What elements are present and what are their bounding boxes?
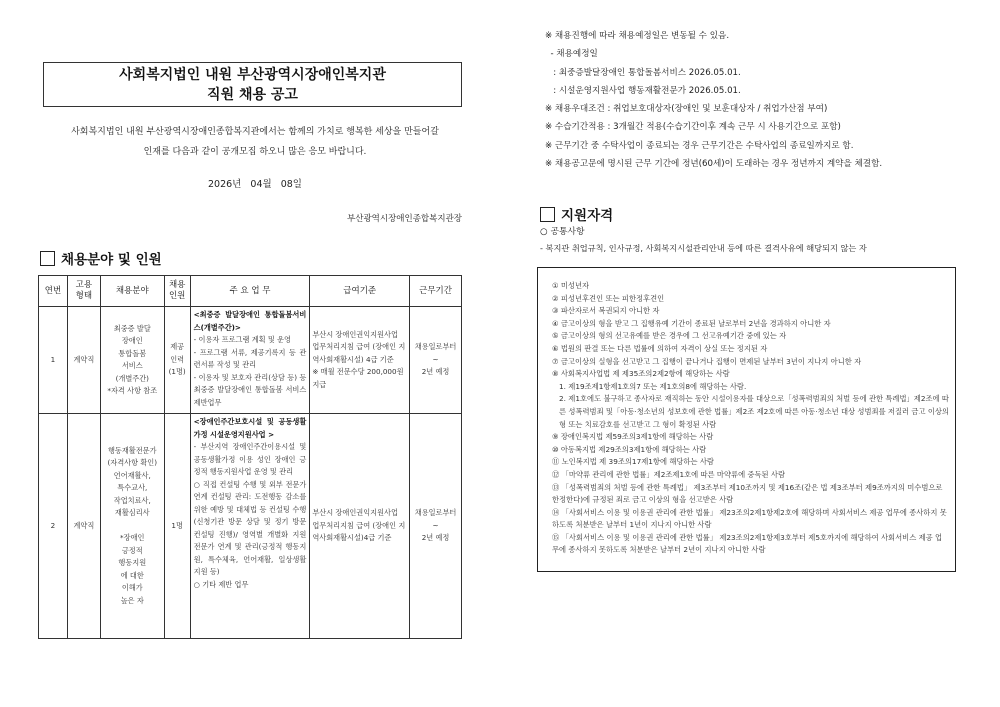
section-heading-qualifications (540, 204, 613, 224)
note-line: - 채용예정일 (545, 49, 598, 60)
disqualification-item: ⑦ 금고이상의 실형을 선고받고 그 집행이 끝나거나 집행이 면제된 날부터 3년이 지나지 아니한 자 (552, 356, 862, 366)
positions-table (38, 275, 462, 639)
section-heading-positions (40, 248, 162, 268)
disqualification-item: ① 미성년자 (552, 281, 590, 290)
note-line: : 최중증발달장애인 통합돌봄서비스 2026.05.01. (545, 67, 741, 78)
cell-no: 1 (39, 307, 68, 414)
column-header: 주 요 업 무 (190, 276, 310, 307)
common-heading: ○ 공통사항 (540, 227, 585, 237)
disqualification-item: 1. 제19조제1항제1호의7 또는 제1호의8에 해당하는 사람. (559, 381, 747, 391)
section2-label: 지원자격 (561, 208, 614, 224)
column-header: 채용분야 (100, 276, 164, 307)
note-line: ※ 채용우대조건 : 취업보호대상자(장애인 및 보훈대상자 / 취업가산점 부여) (545, 104, 828, 115)
duty-title: <장애인주간보호시설 및 공동생활가정 시설운영지원사업 > (193, 417, 307, 439)
title-line1: 사회복지법인 내원 부산광역시장애인복지관 (119, 67, 386, 83)
disqualification-item: ⑭ 「사회서비스 이용 및 이용권 관리에 관한 법률」 제23조의2제1항제2호에 해당하며 사회서비스 제공 업무에 종사하지 못하도록 처분받은 날부터 1년이 지나지 아니한 사람 (552, 507, 947, 530)
disqualification-item: ⑫ 「마약류 관리에 관한 법률」제2조제1호에 따른 마약류에 중독된 사람 (552, 469, 785, 479)
cell-period: 채용일로부터 ~ 2년 예정 (410, 307, 462, 414)
intro-text (40, 122, 470, 162)
note-line: ※ 채용진행에 따라 채용예정일은 변동될 수 있음. (545, 31, 730, 41)
cell-pay: 부산시 장애인권익지원사업 업무처리지침 급여 (장애인 지역사회재활시설) 4급 기준 ※ 매월 전문수당 200,000원 지급 (310, 307, 410, 414)
duty-title: <최중증 발달장애인 통합돌봄서비스(개별주간)> (193, 310, 307, 332)
cell-type: 계약직 (67, 307, 100, 414)
disqualification-item: ⑪ 노인복지법 제 39조의17제1항에 해당하는 사람 (552, 457, 714, 467)
section1-label: 채용분야 및 인원 (61, 252, 162, 268)
disqualification-item: ④ 금고이상의 형을 받고 그 집행유예 기간이 종료된 날로부터 2년을 경과하지 아니한 자 (552, 318, 831, 328)
disqualification-item: ③ 파산자로서 복권되지 아니한 자 (552, 306, 660, 316)
announcement-date: 2026년 04월 08일 (207, 179, 302, 190)
title-line2: 직원 채용 공고 (207, 87, 298, 103)
cell-duty (190, 414, 310, 639)
cell-field: 최중증 발달 장애인 통합돌봄 서비스 (개별주간) *자격 사항 참조 (100, 307, 164, 414)
disqualification-item: ⑨ 장애인복지법 제59조의3제1항에 해당하는 사람 (552, 432, 714, 442)
table-row (39, 307, 462, 414)
intro-line2: 인재를 다음과 같이 공개모집 하오니 많은 응모 바랍니다. (143, 147, 367, 157)
disqualification-item: ⑤ 금고이상의 형의 선고유예를 받은 경우에 그 선고유예기간 중에 있는 자 (552, 331, 787, 341)
disqualification-item: 2. 제1호에도 불구하고 종사자로 재직하는 동안 시설이용자를 대상으로「성폭력범죄의 처벌 등에 관한 특례법」제2조에 따른 성폭력범죄 및「아동·청소년의 성보호에 관한 법률」제2조 제2호에 따른 아동·청소년 대상 성범죄를 저질러 금고 이상의 형 또는 치료감호를 선고받고 그 형이 확정된 사람 (559, 394, 949, 429)
disqualification-item: ⑮ 「사회서비스 이용 및 이용권 관리에 관한 법률」 제23조의2제1항제3호부터 제5호까지에 해당하여 사회서비스 제공 업무에 종사하지 못하도록 처분받은 날부터 2년이 지나지 아니한 사람 (552, 532, 943, 555)
disqualification-item: ⑥ 법원의 판결 또는 다른 법률에 의하여 자격이 상실 또는 정지된 자 (552, 343, 768, 353)
notes (545, 27, 965, 173)
table-header-row (39, 276, 462, 307)
title-box (43, 62, 462, 107)
cell-no: 2 (39, 414, 68, 639)
column-header: 고용 형태 (67, 276, 100, 307)
column-header: 채용 인원 (164, 276, 190, 307)
cell-type: 계약직 (67, 414, 100, 639)
note-line: ※ 근무기간 중 수탁사업이 종료되는 경우 근무기간은 수탁사업의 종료일까지로 함. (545, 140, 854, 151)
intro-line1: 사회복지법인 내원 부산광역시장애인종합복지관에서는 함께의 가치로 행복한 세상을 만들어갈 (71, 127, 439, 137)
checkbox-square-icon (40, 251, 55, 266)
cell-count: 1명 (164, 414, 190, 639)
table-row (39, 414, 462, 639)
cell-count: 제공 인력 (1명) (164, 307, 190, 414)
disqualification-box (537, 267, 956, 572)
note-line: ※ 수습기간적용 : 3개월간 적용(수습기간이후 계속 근무 시 사용기간으로 포함) (545, 122, 841, 133)
duty-body: - 부산지역 장애인주간이용시설 및 공동생활가정 이용 성인 장애인 긍정적 행동지원사업 운영 및 관리 ○ 직접 컨설팅 수행 및 외부 전문가 연계 컨설팅 관리: 도전행동 감소를 위한 예방 및 대체법 등 컨설팅 수행(신청기관 방문 상담 및 정기 방문 컨설팅 진행)/ 영역별 개별화 지원 전문가 연계 및 관리(긍정적 행동지원, 특수체육, 언어재활, 일상생활 지원 등) ○ 기타 제반 업무 (193, 442, 307, 589)
cell-duty (190, 307, 310, 414)
cell-pay: 부산시 장애인권익지원사업 업무처리지침 급여 (장애인 지역사회재활시설)4급 기준 (310, 414, 410, 639)
note-line: : 시설운영지원사업 행동재활전문가 2026.05.01. (545, 85, 741, 96)
cell-period: 채용일로부터 ~ 2년 예정 (410, 414, 462, 639)
disqualification-item: ⑧ 사회복지사업법 제 제35조의2제2항에 해당하는 사람 (552, 369, 730, 379)
duty-body: - 이용자 프로그램 계획 및 운영 - 프로그램 서류, 제공기록지 등 관련서류 작성 및 관리 - 이용자 및 보호자 관리(상담 등) 등 최중증 발달장애인 통합돌봄 서비스 제반업무 (193, 335, 307, 407)
signer: 부산광역시장애인종합복지관장 (347, 214, 462, 224)
checkbox-square-icon (540, 207, 555, 222)
cell-field: 행동재활전문가 (자격사항 확인) 언어재활사, 특수교사, 작업치료사, 재활심리사 *장애인 긍정적 행동지원 에 대한 이해가 높은 자 (100, 414, 164, 639)
note-line: ※ 채용공고문에 명시된 근무 기간에 정년(60세)이 도래하는 경우 정년까지 계약을 체결함. (545, 159, 883, 170)
disqualification-item: ⑬ 「성폭력범죄의 처벌 등에 관한 특례법」 제3조부터 제10조까지 및 제16조(같은 법 제3조부터 제9조까지의 미수범으로 한정한다)에 규정된 죄로 금고 이상의 형을 선고받은 사람 (552, 482, 943, 505)
column-header: 근무기간 (410, 276, 462, 307)
disqualification-item: ⑩ 아동복지법 제29조의3제1항에 해당하는 사람 (552, 444, 707, 454)
column-header: 연번 (39, 276, 68, 307)
column-header: 급여기준 (310, 276, 410, 307)
disqualification-item: ② 피성년후견인 또는 피한정후견인 (552, 293, 665, 303)
common-line: - 복지관 취업규칙, 인사규정, 사회복지시설관리안내 등에 따른 결격사유에 해당되지 않는 자 (540, 243, 867, 253)
